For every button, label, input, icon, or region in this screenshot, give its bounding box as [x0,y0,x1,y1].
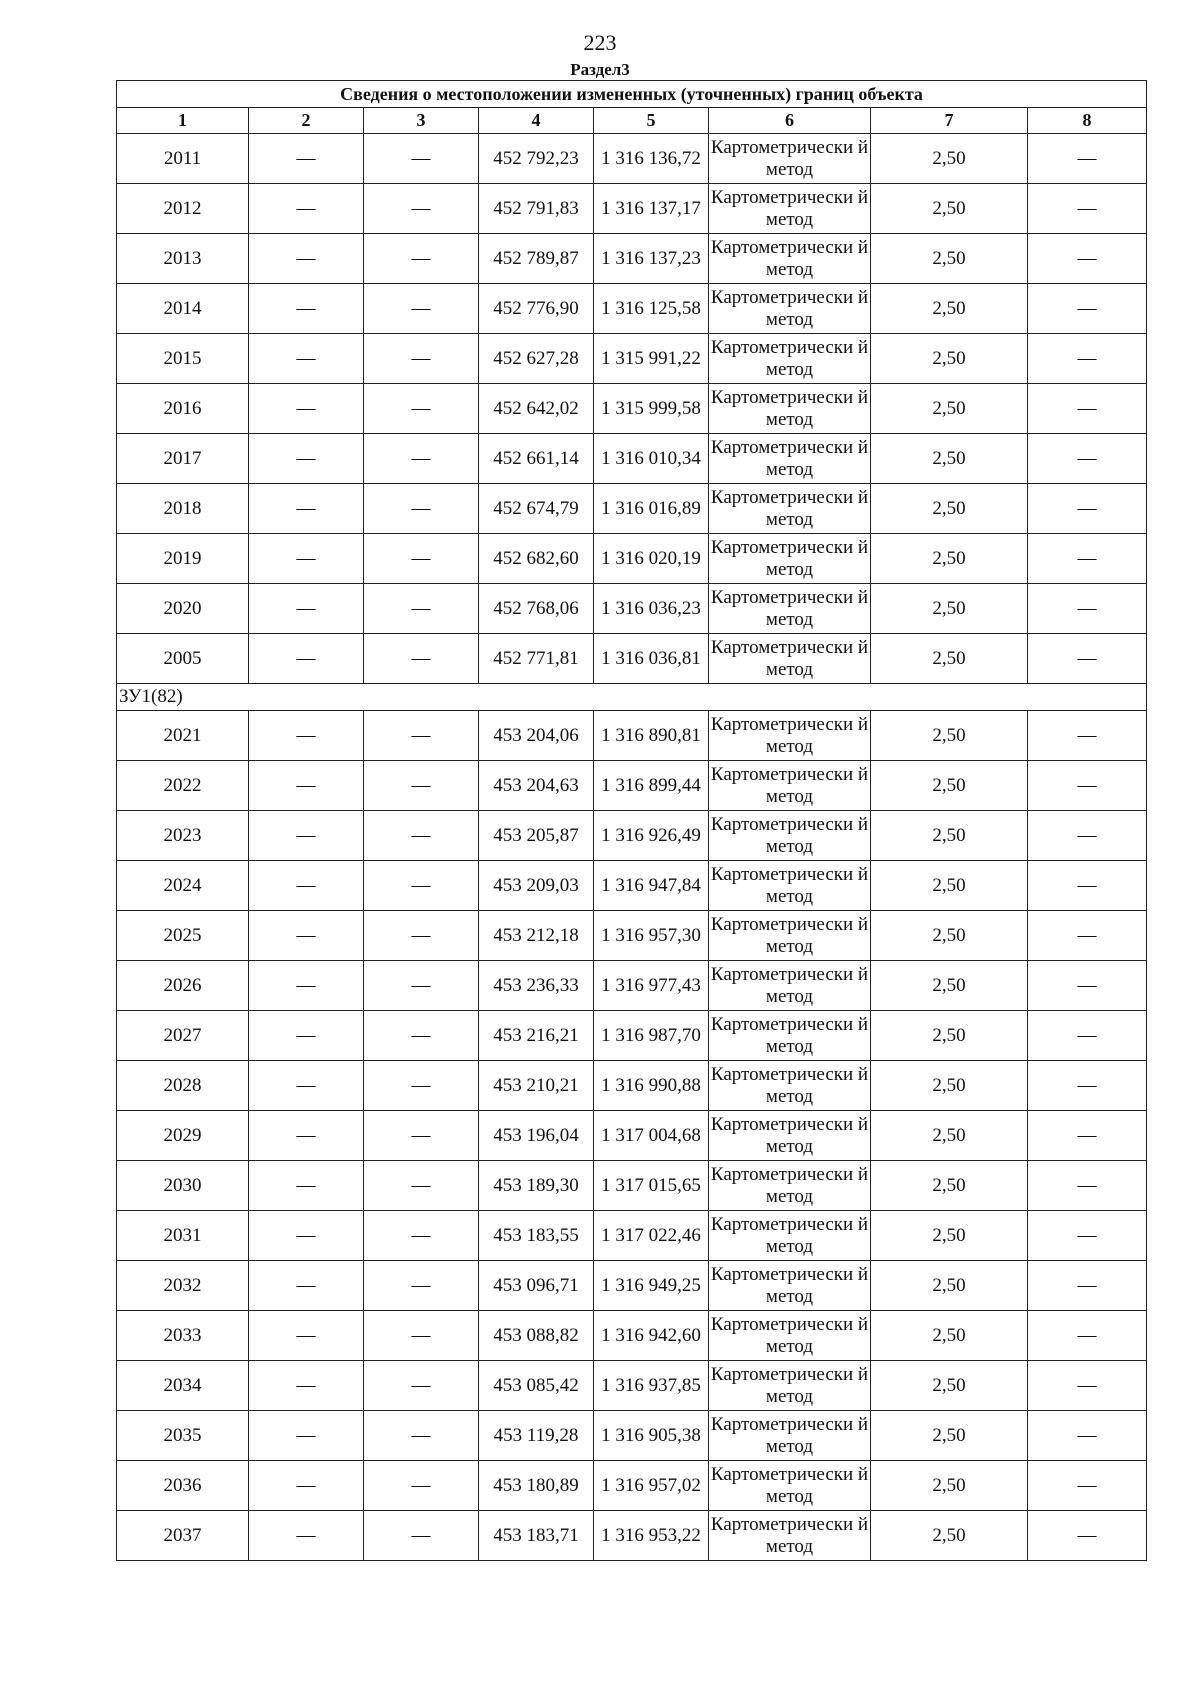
col-2-cell: — [249,1311,364,1361]
col-3-cell: — [364,711,479,761]
coord-y-cell: 1 316 942,60 [594,1311,709,1361]
method-cell: Картометрически й метод [709,1311,871,1361]
accuracy-cell: 2,50 [871,384,1028,434]
accuracy-cell: 2,50 [871,1161,1028,1211]
method-cell: Картометрически й метод [709,584,871,634]
col-3-cell: — [364,384,479,434]
method-cell: Картометрически й метод [709,434,871,484]
method-cell: Картометрически й метод [709,1261,871,1311]
accuracy-cell: 2,50 [871,434,1028,484]
table-row [117,961,1147,1011]
col-2-cell: — [249,1011,364,1061]
col-2-cell: — [249,484,364,534]
column-header-3: 3 [364,108,479,134]
col-3-cell: — [364,1111,479,1161]
table-row [117,1211,1147,1261]
point-number-cell: 2030 [117,1161,249,1211]
point-number-cell: 2015 [117,334,249,384]
col-2-cell: — [249,1211,364,1261]
coord-x-cell: 453 183,71 [479,1511,594,1561]
col-3-cell: — [364,1411,479,1461]
point-number-cell: 2016 [117,384,249,434]
col-3-cell: — [364,284,479,334]
col-3-cell: — [364,1261,479,1311]
coord-y-cell: 1 316 957,02 [594,1461,709,1511]
point-number-cell: 2035 [117,1411,249,1461]
coord-y-cell: 1 316 125,58 [594,284,709,334]
table-row [117,811,1147,861]
method-cell: Картометрически й метод [709,1211,871,1261]
table-row [117,1461,1147,1511]
coord-y-cell: 1 316 957,30 [594,911,709,961]
coord-y-cell: 1 316 137,23 [594,234,709,284]
accuracy-cell: 2,50 [871,334,1028,384]
coord-x-cell: 453 180,89 [479,1461,594,1511]
table-row [117,761,1147,811]
col-2-cell: — [249,1261,364,1311]
coord-x-cell: 453 189,30 [479,1161,594,1211]
coord-x-cell: 453 205,87 [479,811,594,861]
col-8-cell: — [1028,1211,1147,1261]
col-8-cell: — [1028,1061,1147,1111]
accuracy-cell: 2,50 [871,584,1028,634]
col-8-cell: — [1028,584,1147,634]
method-cell: Картометрически й метод [709,1511,871,1561]
method-cell: Картометрически й метод [709,1361,871,1411]
coord-x-cell: 453 096,71 [479,1261,594,1311]
col-8-cell: — [1028,1111,1147,1161]
accuracy-cell: 2,50 [871,1111,1028,1161]
coord-y-cell: 1 315 991,22 [594,334,709,384]
col-3-cell: — [364,184,479,234]
col-8-cell: — [1028,1311,1147,1361]
col-2-cell: — [249,584,364,634]
col-3-cell: — [364,1061,479,1111]
coord-x-cell: 453 183,55 [479,1211,594,1261]
method-cell: Картометрически й метод [709,811,871,861]
col-2-cell: — [249,534,364,584]
accuracy-cell: 2,50 [871,634,1028,684]
coord-x-cell: 453 212,18 [479,911,594,961]
col-3-cell: — [364,334,479,384]
table-row [117,911,1147,961]
col-3-cell: — [364,1311,479,1361]
point-number-cell: 2029 [117,1111,249,1161]
coord-x-cell: 452 682,60 [479,534,594,584]
method-cell: Картометрически й метод [709,184,871,234]
method-cell: Картометрически й метод [709,284,871,334]
coord-y-cell: 1 316 036,81 [594,634,709,684]
col-8-cell: — [1028,184,1147,234]
col-3-cell: — [364,434,479,484]
coord-x-cell: 452 776,90 [479,284,594,334]
point-number-cell: 2021 [117,711,249,761]
coord-x-cell: 453 119,28 [479,1411,594,1461]
col-3-cell: — [364,1161,479,1211]
point-number-cell: 2034 [117,1361,249,1411]
method-cell: Картометрически й метод [709,711,871,761]
method-cell: Картометрически й метод [709,134,871,184]
table-row [117,134,1147,184]
col-2-cell: — [249,961,364,1011]
col-2-cell: — [249,1511,364,1561]
accuracy-cell: 2,50 [871,284,1028,334]
method-cell: Картометрически й метод [709,1161,871,1211]
accuracy-cell: 2,50 [871,1211,1028,1261]
col-3-cell: — [364,1461,479,1511]
table-body [117,134,1147,1561]
col-8-cell: — [1028,1261,1147,1311]
accuracy-cell: 2,50 [871,534,1028,584]
point-number-cell: 2025 [117,911,249,961]
accuracy-cell: 2,50 [871,911,1028,961]
point-number-cell: 2005 [117,634,249,684]
table-row [117,534,1147,584]
page-number: 223 [583,30,617,55]
col-8-cell: — [1028,811,1147,861]
table-caption: Сведения о местоположении измененных (уточненных) границ объекта [117,81,1147,108]
col-2-cell: — [249,1061,364,1111]
group-label-row [117,684,1147,711]
table-row [117,634,1147,684]
coord-y-cell: 1 316 926,49 [594,811,709,861]
table-row [117,1261,1147,1311]
method-cell: Картометрически й метод [709,1061,871,1111]
col-3-cell: — [364,584,479,634]
accuracy-cell: 2,50 [871,761,1028,811]
col-8-cell: — [1028,334,1147,384]
col-8-cell: — [1028,961,1147,1011]
coord-y-cell: 1 316 947,84 [594,861,709,911]
method-cell: Картометрически й метод [709,761,871,811]
accuracy-cell: 2,50 [871,1461,1028,1511]
accuracy-cell: 2,50 [871,1411,1028,1461]
column-header-4: 4 [479,108,594,134]
method-cell: Картометрически й метод [709,534,871,584]
coord-y-cell: 1 316 937,85 [594,1361,709,1411]
column-header-6: 6 [709,108,871,134]
col-2-cell: — [249,1111,364,1161]
accuracy-cell: 2,50 [871,484,1028,534]
method-cell: Картометрически й метод [709,334,871,384]
coord-y-cell: 1 316 890,81 [594,711,709,761]
point-number-cell: 2023 [117,811,249,861]
point-number-cell: 2027 [117,1011,249,1061]
col-3-cell: — [364,534,479,584]
coord-x-cell: 453 209,03 [479,861,594,911]
col-8-cell: — [1028,761,1147,811]
table-row [117,1011,1147,1061]
accuracy-cell: 2,50 [871,1511,1028,1561]
method-cell: Картометрически й метод [709,484,871,534]
coord-y-cell: 1 316 899,44 [594,761,709,811]
column-header-8: 8 [1028,108,1147,134]
coord-y-cell: 1 317 022,46 [594,1211,709,1261]
col-2-cell: — [249,634,364,684]
col-2-cell: — [249,911,364,961]
col-2-cell: — [249,1461,364,1511]
coord-y-cell: 1 316 010,34 [594,434,709,484]
col-8-cell: — [1028,634,1147,684]
table-row [117,434,1147,484]
col-2-cell: — [249,1361,364,1411]
col-3-cell: — [364,134,479,184]
table-row [117,1411,1147,1461]
method-cell: Картометрически й метод [709,1011,871,1061]
point-number-cell: 2011 [117,134,249,184]
col-3-cell: — [364,634,479,684]
coord-x-cell: 453 085,42 [479,1361,594,1411]
col-2-cell: — [249,234,364,284]
column-header-7: 7 [871,108,1028,134]
col-8-cell: — [1028,1361,1147,1411]
table-row [117,384,1147,434]
col-2-cell: — [249,1161,364,1211]
point-number-cell: 2028 [117,1061,249,1111]
coord-x-cell: 452 674,79 [479,484,594,534]
table-row [117,711,1147,761]
coord-y-cell: 1 316 953,22 [594,1511,709,1561]
point-number-cell: 2031 [117,1211,249,1261]
coord-y-cell: 1 316 990,88 [594,1061,709,1111]
point-number-cell: 2020 [117,584,249,634]
col-8-cell: — [1028,484,1147,534]
method-cell: Картометрически й метод [709,234,871,284]
table-row [117,334,1147,384]
col-3-cell: — [364,484,479,534]
table-row [117,1111,1147,1161]
col-3-cell: — [364,761,479,811]
col-8-cell: — [1028,711,1147,761]
coord-y-cell: 1 315 999,58 [594,384,709,434]
col-3-cell: — [364,1511,479,1561]
point-number-cell: 2037 [117,1511,249,1561]
table-row [117,484,1147,534]
column-header-2: 2 [249,108,364,134]
method-cell: Картометрически й метод [709,1461,871,1511]
coord-y-cell: 1 316 977,43 [594,961,709,1011]
coord-x-cell: 453 088,82 [479,1311,594,1361]
point-number-cell: 2033 [117,1311,249,1361]
col-2-cell: — [249,434,364,484]
col-8-cell: — [1028,134,1147,184]
accuracy-cell: 2,50 [871,1361,1028,1411]
method-cell: Картометрически й метод [709,911,871,961]
table-row [117,1511,1147,1561]
coord-y-cell: 1 317 015,65 [594,1161,709,1211]
coord-y-cell: 1 316 020,19 [594,534,709,584]
point-number-cell: 2026 [117,961,249,1011]
method-cell: Картометрически й метод [709,961,871,1011]
table-row [117,184,1147,234]
col-3-cell: — [364,861,479,911]
point-number-cell: 2017 [117,434,249,484]
col-8-cell: — [1028,234,1147,284]
point-number-cell: 2014 [117,284,249,334]
coord-x-cell: 452 627,28 [479,334,594,384]
column-header-5: 5 [594,108,709,134]
accuracy-cell: 2,50 [871,1011,1028,1061]
col-3-cell: — [364,1011,479,1061]
accuracy-cell: 2,50 [871,1311,1028,1361]
table-row [117,1361,1147,1411]
col-8-cell: — [1028,1511,1147,1561]
accuracy-cell: 2,50 [871,184,1028,234]
col-8-cell: — [1028,1011,1147,1061]
coord-y-cell: 1 316 987,70 [594,1011,709,1061]
table-row [117,234,1147,284]
col-3-cell: — [364,911,479,961]
point-number-cell: 2013 [117,234,249,284]
col-3-cell: — [364,961,479,1011]
col-2-cell: — [249,334,364,384]
coord-x-cell: 452 661,14 [479,434,594,484]
table-row [117,861,1147,911]
coord-x-cell: 452 771,81 [479,634,594,684]
coord-x-cell: 452 768,06 [479,584,594,634]
column-header-1: 1 [117,108,249,134]
table-row [117,1061,1147,1111]
boundary-coordinates-table [116,80,1147,1561]
col-3-cell: — [364,234,479,284]
table-row [117,584,1147,634]
method-cell: Картометрически й метод [709,1411,871,1461]
col-8-cell: — [1028,861,1147,911]
coord-x-cell: 452 642,02 [479,384,594,434]
col-8-cell: — [1028,434,1147,484]
col-3-cell: — [364,1361,479,1411]
method-cell: Картометрически й метод [709,861,871,911]
method-cell: Картометрически й метод [709,1111,871,1161]
col-8-cell: — [1028,1461,1147,1511]
coord-x-cell: 452 791,83 [479,184,594,234]
point-number-cell: 2024 [117,861,249,911]
coord-x-cell: 453 236,33 [479,961,594,1011]
coord-y-cell: 1 316 016,89 [594,484,709,534]
col-8-cell: — [1028,1411,1147,1461]
accuracy-cell: 2,50 [871,1261,1028,1311]
accuracy-cell: 2,50 [871,961,1028,1011]
accuracy-cell: 2,50 [871,861,1028,911]
col-2-cell: — [249,384,364,434]
col-8-cell: — [1028,384,1147,434]
coord-x-cell: 453 210,21 [479,1061,594,1111]
accuracy-cell: 2,50 [871,134,1028,184]
method-cell: Картометрически й метод [709,384,871,434]
col-2-cell: — [249,1411,364,1461]
table-row [117,284,1147,334]
accuracy-cell: 2,50 [871,811,1028,861]
method-cell: Картометрически й метод [709,634,871,684]
accuracy-cell: 2,50 [871,1061,1028,1111]
coord-y-cell: 1 316 136,72 [594,134,709,184]
point-number-cell: 2019 [117,534,249,584]
coord-x-cell: 453 204,06 [479,711,594,761]
col-8-cell: — [1028,1161,1147,1211]
section-title: Раздел3 [570,60,630,79]
coord-x-cell: 453 216,21 [479,1011,594,1061]
accuracy-cell: 2,50 [871,234,1028,284]
coord-x-cell: 452 792,23 [479,134,594,184]
coord-y-cell: 1 316 949,25 [594,1261,709,1311]
accuracy-cell: 2,50 [871,711,1028,761]
col-2-cell: — [249,861,364,911]
col-2-cell: — [249,811,364,861]
point-number-cell: 2012 [117,184,249,234]
col-3-cell: — [364,1211,479,1261]
coord-y-cell: 1 316 036,23 [594,584,709,634]
table-row [117,1311,1147,1361]
col-8-cell: — [1028,284,1147,334]
col-2-cell: — [249,761,364,811]
col-8-cell: — [1028,911,1147,961]
coord-x-cell: 452 789,87 [479,234,594,284]
column-header-row [117,108,1147,134]
coord-y-cell: 1 316 905,38 [594,1411,709,1461]
point-number-cell: 2022 [117,761,249,811]
col-8-cell: — [1028,534,1147,584]
coord-x-cell: 453 204,63 [479,761,594,811]
point-number-cell: 2036 [117,1461,249,1511]
col-3-cell: — [364,811,479,861]
coord-y-cell: 1 316 137,17 [594,184,709,234]
point-number-cell: 2018 [117,484,249,534]
table-row [117,1161,1147,1211]
col-2-cell: — [249,711,364,761]
col-2-cell: — [249,134,364,184]
col-2-cell: — [249,184,364,234]
point-number-cell: 2032 [117,1261,249,1311]
coord-x-cell: 453 196,04 [479,1111,594,1161]
coord-y-cell: 1 317 004,68 [594,1111,709,1161]
col-2-cell: — [249,284,364,334]
group-label: ЗУ1(82) [117,684,1147,711]
